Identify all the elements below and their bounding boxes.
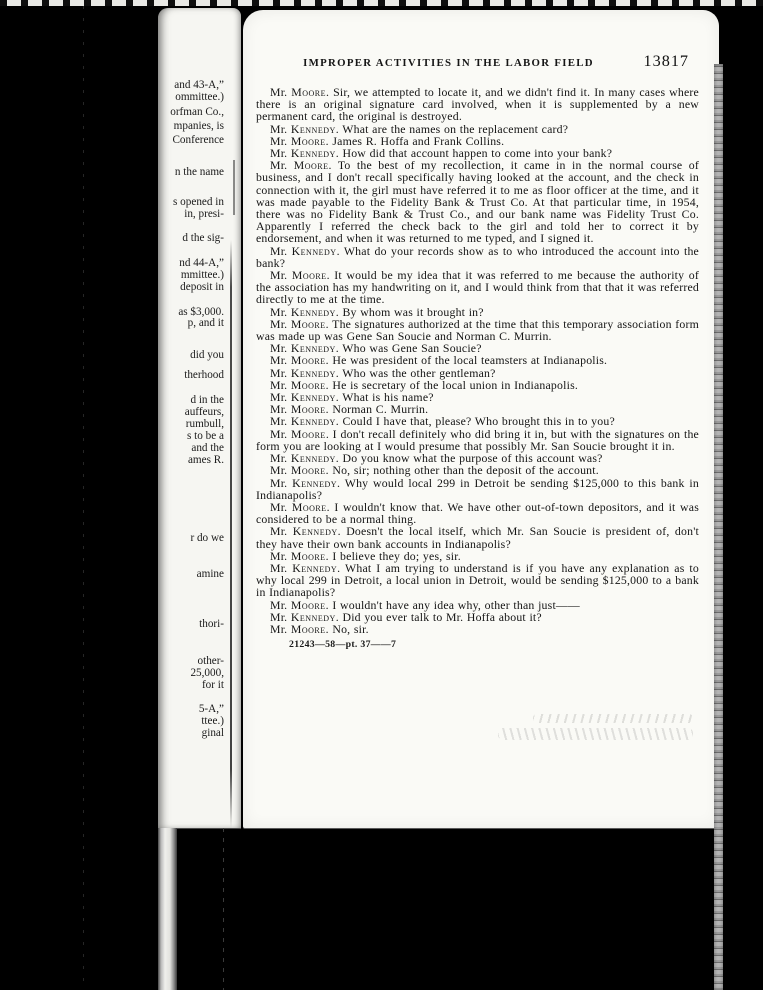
speaker-name: Mr. Moore.	[270, 548, 329, 563]
margin-fragment: in, presi-	[184, 208, 224, 220]
margin-fragment: r do we	[190, 532, 224, 544]
speaker-name: Mr. Kennedy.	[270, 475, 341, 490]
margin-fragment: ginal	[201, 727, 224, 739]
margin-fragment: ommittee.)	[175, 91, 224, 103]
gutter-crease-mark	[233, 160, 235, 215]
dialogue-text: What I am trying to understand is if you have any explanation as to why local 299 in Detroit, a local union in Detroit, would be sending $125,000 to a bank in Indianapolis?	[256, 560, 699, 600]
margin-fragment: s to be a	[187, 430, 224, 442]
speaker-name: Mr. Kennedy.	[270, 414, 339, 429]
speaker-name: Mr. Moore.	[270, 621, 329, 636]
scan-artifact-line	[83, 6, 84, 990]
margin-fragment: deposit in	[180, 281, 224, 293]
gutter-crease-continuation	[223, 828, 224, 990]
underlying-pages-edge	[714, 64, 725, 990]
speaker-name: Mr. Moore.	[270, 426, 329, 441]
page-content	[243, 10, 719, 650]
speaker-name: Mr. Kennedy.	[270, 390, 339, 405]
margin-fragment: mmittee.)	[180, 269, 224, 281]
dialogue-paragraph	[256, 86, 699, 123]
speaker-name: Mr. Moore.	[270, 353, 329, 368]
speaker-name: Mr. Kennedy.	[270, 365, 339, 380]
speaker-name: Mr. Kennedy.	[270, 304, 339, 319]
dialogue-text: Who was the other gentleman?	[338, 365, 496, 380]
pencil-mark	[533, 714, 693, 723]
speaker-name: Mr. Moore.	[270, 316, 329, 331]
dialogue-paragraph	[256, 269, 699, 306]
speaker-name: Mr. Moore.	[270, 463, 329, 478]
speaker-name: Mr. Moore.	[270, 133, 329, 148]
dialogue-text: No, sir; nothing other than the deposit of the account.	[328, 463, 599, 478]
facing-page-edge	[158, 8, 241, 828]
dialogue-text: No, sir.	[328, 621, 369, 636]
margin-fragment: and 43-A,”	[174, 79, 224, 91]
speaker-name: Mr. Kennedy.	[270, 146, 339, 161]
dialogue-paragraph	[256, 318, 699, 342]
margin-fragment: as $3,000.	[178, 306, 224, 318]
dialogue-paragraph	[256, 477, 699, 501]
margin-fragment: d in the	[190, 394, 224, 406]
margin-fragment: ttee.)	[201, 715, 224, 727]
dialogue-paragraph	[256, 562, 699, 599]
dialogue-text: It would be my idea that it was referred to me because the authority of the association has my handwriting on it, and I would think from that that it was referred directly to me at the time.	[256, 268, 699, 307]
margin-fragment: mpanies, is	[173, 120, 224, 132]
dialogue-text: Why would local 299 in Detroit be sending $125,000 to this bank in Indianapolis?	[256, 475, 699, 502]
main-page	[243, 10, 719, 828]
page-header	[256, 52, 699, 73]
margin-fragment: for it	[201, 679, 224, 691]
speaker-name: Mr. Kennedy.	[270, 243, 340, 258]
margin-fragment: and the	[191, 442, 224, 454]
page-edge-sliver	[158, 828, 177, 990]
page-number: 13817	[643, 52, 689, 70]
margin-fragment: nd 44-A,”	[179, 257, 224, 269]
dialogue-text: How did that account happen to come into your bank?	[338, 146, 613, 161]
dialogue-paragraph	[256, 159, 699, 244]
speaker-name: Mr. Moore.	[270, 597, 329, 612]
margin-fragment: rumbull,	[185, 418, 224, 430]
speaker-name: Mr. Kennedy.	[270, 121, 339, 136]
margin-fragment: therhood	[184, 369, 224, 381]
speaker-name: Mr. Kennedy.	[270, 560, 341, 575]
dialogue-text: I don't recall definitely who did bring it in, but with the signatures on the form you are looking at I would presume that possibly Mr. San Soucie brought it in.	[256, 426, 699, 453]
pencil-mark	[498, 728, 693, 740]
dialogue-text: The signatures authorized at the time that this temporary association form was made up was Gene San Soucie and Norman C. Murrin.	[256, 316, 699, 344]
speaker-name: Mr. Kennedy.	[270, 341, 339, 356]
margin-fragment: did you	[190, 349, 224, 361]
speaker-name: Mr. Moore.	[270, 499, 330, 514]
dialogue-text: What are the names on the replacement card?	[338, 121, 569, 136]
dialogue-text: What is his name?	[338, 390, 434, 405]
dialogue-text: James R. Hoffa and Frank Collins.	[328, 133, 505, 148]
print-footnote: 21243—58—pt. 37——7	[289, 639, 397, 651]
speaker-name: Mr. Kennedy.	[270, 524, 341, 539]
dialogue-text: I wouldn't have any idea why, other than just——	[328, 597, 580, 612]
running-title: IMPROPER ACTIVITIES IN THE LABOR FIELD	[303, 57, 594, 69]
margin-fragment: n the name	[174, 166, 224, 178]
dialogue-text: Sir, we attempted to locate it, and we didn't find it. In many cases where there is an original signature card involved, when it is supplemented by a new permanent card, the original is destroyed.	[256, 85, 699, 124]
margin-fragment: amine	[196, 568, 224, 580]
dialogue-text: He is secretary of the local union in Indianapolis.	[328, 377, 579, 392]
margin-fragment: 25,000,	[190, 667, 224, 679]
dialogue-paragraph	[256, 245, 699, 269]
dialogue-text: Did you ever talk to Mr. Hoffa about it?	[338, 609, 542, 624]
margin-fragment: orfman Co.,	[170, 106, 224, 118]
dialogue-paragraph	[256, 501, 699, 525]
speaker-name: Mr. Moore.	[270, 377, 329, 392]
speaker-name: Mr. Moore.	[270, 268, 330, 283]
dialogue-text: What do your records show as to who introduced the account into the bank?	[256, 243, 699, 270]
margin-fragment: other-	[197, 655, 224, 667]
dialogue-text: To the best of my recollection, it came in in the normal course of business, and I don't recall specifically having looked at the account, and the check in connection with it, the girl must have referred it to me as floor officer at the time, and it was made payable to the Fidelity Bank & Trust Co. At that particular time, in 1954, there was no Fidelity Bank & Trust Co., and our bank name was Fidelity Trust Co. Apparently I referred the check back to the girl and told her to correct it by endorsement, and when it was returned to me typed, and I signed it.	[256, 158, 699, 246]
margin-fragment: 5-A,”	[198, 703, 224, 715]
dialogue-text: Do you know what the purpose of this account was?	[338, 451, 603, 466]
margin-fragment: d the sig-	[182, 232, 224, 244]
dialogue-text: Could I have that, please? Who brought this in to you?	[338, 414, 615, 429]
page-gutter-crease	[230, 240, 232, 828]
dialogue-text: Who was Gene San Soucie?	[338, 341, 482, 356]
dialogue-paragraph	[256, 623, 699, 635]
scanner-perforation-strip	[0, 0, 763, 6]
dialogue-text: By whom was it brought in?	[338, 304, 484, 319]
dialogue-text: I believe they do; yes, sir.	[328, 548, 461, 563]
speaker-name: Mr. Moore.	[270, 158, 332, 173]
speaker-name: Mr. Kennedy.	[270, 451, 339, 466]
speaker-name: Mr. Moore.	[270, 85, 330, 99]
speaker-name: Mr. Kennedy.	[270, 609, 339, 624]
margin-fragment: Conference	[172, 134, 224, 146]
margin-fragment: p, and it	[187, 317, 224, 329]
margin-fragment: thori-	[199, 618, 224, 630]
dialogue-text: Doesn't the local itself, which Mr. San Soucie is president of, don't they have their own bank accounts in Indianapolis?	[256, 524, 699, 551]
transcript	[256, 86, 699, 635]
margin-fragment: auffeurs,	[184, 406, 224, 418]
margin-fragment: s opened in	[173, 196, 224, 208]
dialogue-text: Norman C. Murrin.	[328, 402, 429, 417]
dialogue-paragraph	[256, 525, 699, 549]
dialogue-text: I wouldn't know that. We have other out-of-town depositors, and it was considered to be a normal thing.	[256, 499, 699, 527]
dialogue-text: He was president of the local teamsters at Indianapolis.	[328, 353, 608, 368]
speaker-name: Mr. Moore.	[270, 402, 329, 417]
dialogue-paragraph	[256, 428, 699, 452]
margin-fragment: ames R.	[187, 454, 224, 466]
